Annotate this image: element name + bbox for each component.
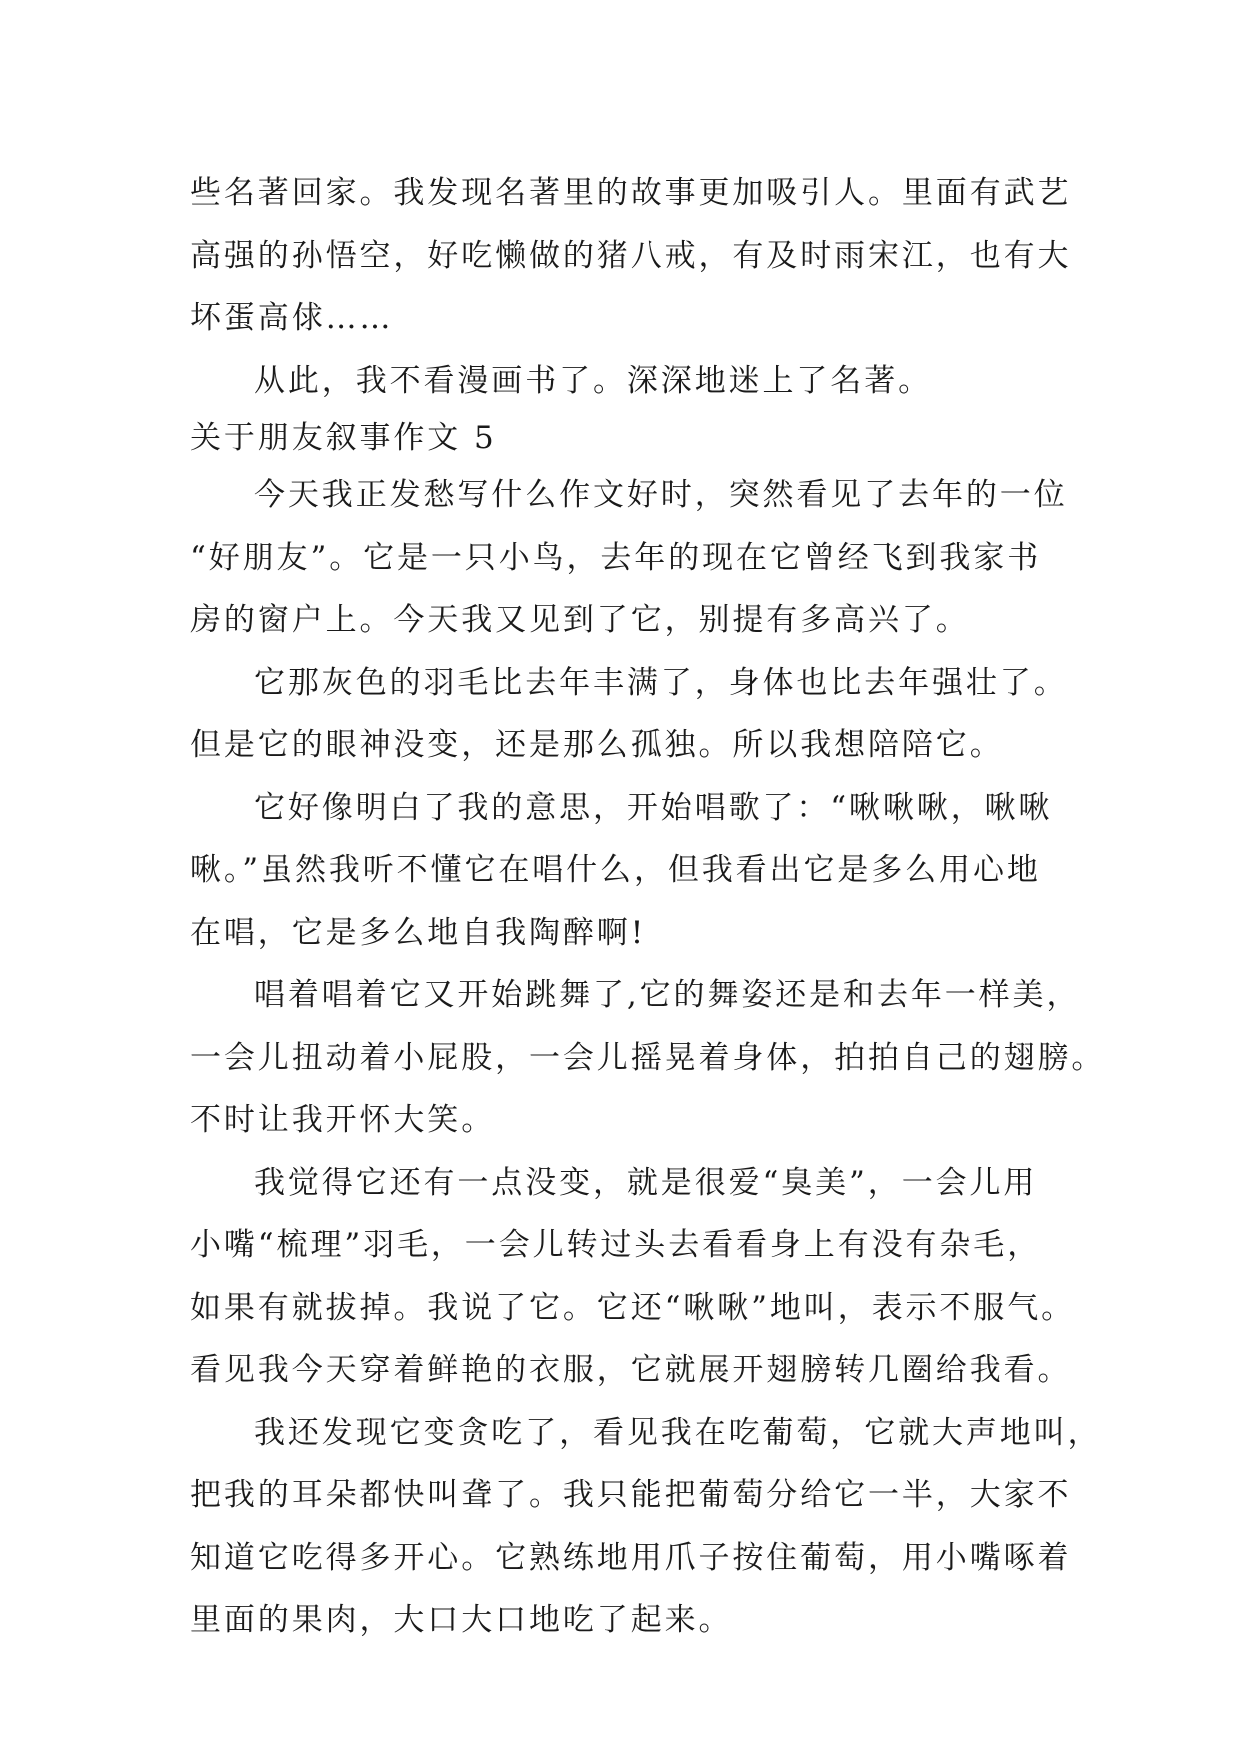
text-line: 在唱，它是多么地自我陶醉啊! (190, 914, 647, 951)
text-line: 看见我今天穿着鲜艳的衣服，它就展开翅膀转几圈给我看。 (190, 1352, 1072, 1388)
document-body (190, 162, 1106, 1652)
text-line: 如果有就拔掉。我说了它。它还“啾啾”地叫，表示不服气。 (190, 1289, 1075, 1326)
text-line: 高强的孙悟空，好吃懒做的猪八戒，有及时雨宋江，也有大 (190, 237, 1072, 274)
text-line: “好朋友”。它是一只小鸟，去年的现在它曾经飞到我家书 (190, 539, 1042, 576)
paragraph-line: 从此，我不看漫画书了。深深地迷上了名著。 (254, 362, 932, 399)
paragraph-line: 我还发现它变贪吃了，看见我在吃葡萄，它就大声地叫， (254, 1414, 1102, 1451)
text-line: 把我的耳朵都快叫聋了。我只能把葡萄分给它一半，大家不 (190, 1477, 1072, 1513)
text-line: 啾。”虽然我听不懂它在唱什么，但我看出它是多么用心地 (190, 852, 1041, 888)
section-title: 关于朋友叙事作文 5 (190, 420, 497, 456)
text-line: 坏蛋高俅…… (190, 300, 394, 336)
text-line: 小嘴“梳理”羽毛，一会儿转过头去看看身上有没有杂毛， (190, 1227, 1042, 1263)
text-line: 些名著回家。我发现名著里的故事更加吸引人。里面有武艺 (190, 175, 1072, 211)
text-line: 不时让我开怀大笑。 (190, 1102, 496, 1138)
paragraph-line: 我觉得它还有一点没变，就是很爱“臭美”，一会儿用 (254, 1164, 1038, 1201)
paragraph-line: 它那灰色的羽毛比去年丰满了，身体也比去年强壮了。 (254, 664, 1068, 701)
paragraph-line: 唱着唱着它又开始跳舞了,它的舞姿还是和去年一样美， (254, 977, 1081, 1013)
paragraph-line: 今天我正发愁写什么作文好时，突然看见了去年的一位 (254, 477, 1068, 513)
paragraph-line: 它好像明白了我的意思，开始唱歌了：“啾啾啾，啾啾 (254, 789, 1053, 826)
text-line: 里面的果肉，大口大口地吃了起来。 (190, 1602, 733, 1638)
text-line: 一会儿扭动着小屁股，一会儿摇晃着身体，拍拍自己的翅膀。 (190, 1039, 1106, 1076)
text-line: 知道它吃得多开心。它熟练地用爪子按住葡萄，用小嘴啄着 (190, 1539, 1072, 1576)
text-line: 但是它的眼神没变，还是那么孤独。所以我想陪陪它。 (190, 727, 1004, 763)
text-line: 房的窗户上。今天我又见到了它，别提有多高兴了。 (190, 602, 970, 638)
